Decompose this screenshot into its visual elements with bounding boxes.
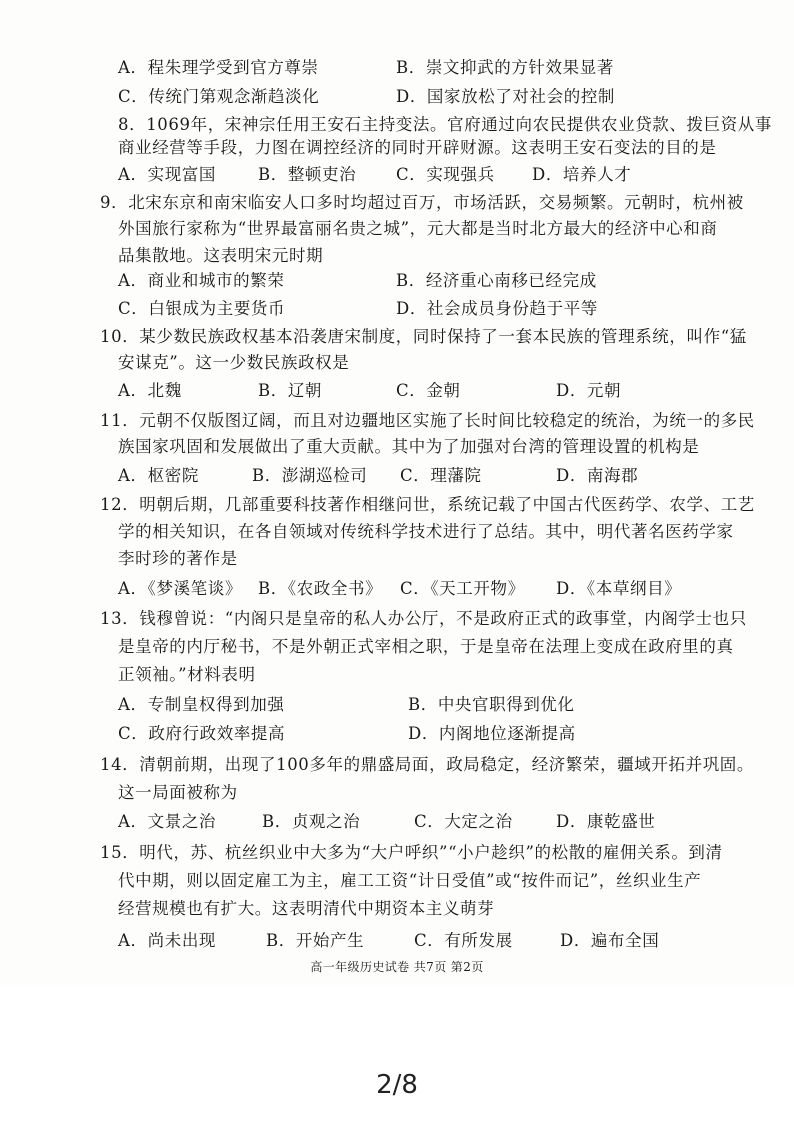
q10-option-b: B．辽朝 — [258, 381, 323, 400]
q9-stem-line-2: 外国旅行家称为“世界最富丽名贵之城”，元大都是当时北方最大的经济中心和商 — [118, 219, 718, 238]
q10-option-d: D．元朝 — [556, 381, 622, 400]
q13-option-d: D．内阁地位逐渐提高 — [408, 724, 576, 743]
q13-stem-line-2: 是皇帝的内厅秘书，不是外朝正式宰相之职，于是皇帝在法理上变成在政府里的真 — [118, 637, 734, 656]
q7-option-d: D．国家放松了对社会的控制 — [396, 87, 616, 106]
q15-option-b: B．开始产生 — [266, 931, 365, 950]
q14-option-b: B．贞观之治 — [262, 812, 361, 831]
q9-option-d: D．社会成员身份趋于平等 — [396, 299, 598, 318]
q13-option-c: C．政府行政效率提高 — [118, 724, 286, 743]
q14-option-a: A．文景之治 — [118, 812, 217, 831]
q12-stem-line-2: 学的相关知识，在各自领域对传统科学技术进行了总结。其中，明代著名医药学家 — [118, 522, 734, 541]
q14-stem-line-2: 这一局面被称为 — [118, 783, 238, 802]
q9-stem-line-3: 品集散地。这表明宋元时期 — [118, 246, 324, 265]
page-indicator: 2/8 — [376, 1070, 418, 1100]
q11-option-a: A．枢密院 — [118, 466, 199, 485]
q7-option-b: B．崇文抑武的方针效果显著 — [396, 58, 614, 77]
q8-option-b: B．整顿吏治 — [258, 165, 357, 184]
q11-option-b: B．澎湖巡检司 — [252, 466, 368, 485]
q9-option-a: A．商业和城市的繁荣 — [118, 271, 285, 290]
q15-option-a: A．尚未出现 — [118, 931, 217, 950]
q12-option-a: A．《梦溪笔谈》 — [118, 579, 242, 598]
q8-option-c: C．实现强兵 — [396, 165, 495, 184]
q12-option-d: D．《本草纲目》 — [556, 579, 682, 598]
q13-stem-line-1: 13．钱穆曾说：“内阁只是皇帝的私人办公厅，不是政府正式的政事堂，内阁学士也只 — [100, 609, 747, 628]
q8-option-d: D．培养人才 — [532, 165, 632, 184]
q9-option-b: B．经济重心南移已经完成 — [396, 271, 597, 290]
q10-option-a: A．北魏 — [118, 381, 182, 400]
q9-stem-line-1: 9．北宋东京和南宋临安人口多时均超过百万，市场活跃，交易频繁。元朝时，杭州被 — [100, 193, 744, 212]
q14-stem-line-1: 14．清朝前期，出现了100多年的鼎盛局面，政局稳定，经济繁荣，疆域开拓并巩固。 — [100, 755, 754, 774]
q9-option-c: C．白银成为主要货币 — [118, 299, 286, 318]
q8-stem-line-2: 商业经营等手段，力图在调控经济的同时开辟财源。这表明王安石变法的目的是 — [118, 138, 717, 157]
q15-stem-line-3: 经营规模也有扩大。这表明清代中期资本主义萌芽 — [118, 899, 495, 918]
q11-stem-line-1: 11．元朝不仅版图辽阔，而且对边疆地区实施了长时间比较稳定的统治，为统一的多民 — [100, 411, 755, 430]
q12-option-b: B．《农政全书》 — [258, 579, 383, 598]
q12-option-c: C．《天工开物》 — [400, 579, 525, 598]
q8-option-a: A．实现富国 — [118, 165, 217, 184]
q12-stem-line-1: 12．明朝后期，几部重要科技著作相继问世，系统记载了中国古代医药学、农学、工艺 — [100, 495, 755, 514]
q11-stem-line-2: 族国家巩固和发展做出了重大贡献。其中为了加强对台湾的管理设置的机构是 — [118, 437, 700, 456]
q13-option-a: A．专制皇权得到加强 — [118, 695, 285, 714]
q15-stem-line-2: 代中期，则以固定雇工为主，雇工工资“计日受值”或“按件而记”，丝织业生产 — [118, 871, 702, 890]
q7-option-a: A．程朱理学受到官方尊崇 — [118, 58, 319, 77]
q13-stem-line-3: 正领袖。”材料表明 — [118, 665, 256, 684]
q14-option-d: D．康乾盛世 — [556, 812, 656, 831]
q7-option-c: C．传统门第观念渐趋淡化 — [118, 87, 320, 106]
q10-stem-line-1: 10．某少数民族政权基本沿袭唐宋制度，同时保持了一套本民族的管理系统，叫作“猛 — [100, 327, 747, 346]
q13-option-b: B．中央官职得到优化 — [408, 695, 575, 714]
q15-stem-line-1: 15．明代，苏、杭丝织业中大多为“大户呼织”“小户趁织”的松散的雇佣关系。到清 — [100, 843, 723, 862]
q12-stem-line-3: 李时珍的著作是 — [118, 549, 238, 568]
q8-stem-line-1: 8．1069年，宋神宗任用王安石主持变法。官府通过向农民提供农业贷款、拨巨资从事 — [118, 115, 772, 134]
q10-stem-line-2: 安谋克”。这一少数民族政权是 — [118, 353, 350, 372]
q11-option-d: D．南海郡 — [556, 466, 639, 485]
q14-option-c: C．大定之治 — [414, 812, 513, 831]
q11-option-c: C．理藩院 — [400, 466, 482, 485]
q15-option-d: D．遍布全国 — [560, 931, 660, 950]
q15-option-c: C．有所发展 — [414, 931, 513, 950]
page-footer: 高一年级历史试卷 共7页 第2页 — [310, 960, 484, 974]
q10-option-c: C．金朝 — [396, 381, 461, 400]
